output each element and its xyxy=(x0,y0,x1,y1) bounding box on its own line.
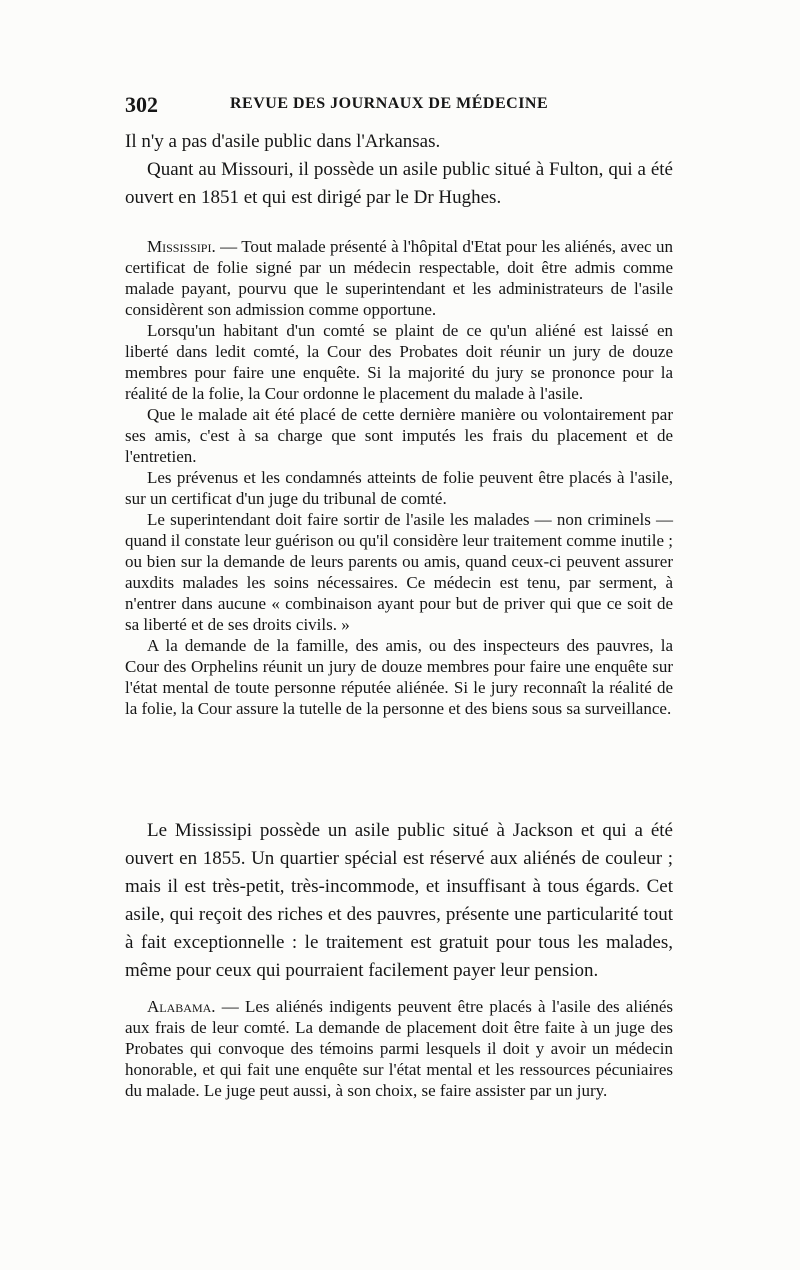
page-header xyxy=(125,92,685,120)
missouri-paragraph: Quant au Missouri, il possède un asile public situé à Fulton, qui a été ouvert en 1851 et qui est dirigé par le Dr Hughes. xyxy=(125,159,673,208)
alabama-section xyxy=(125,996,673,1101)
alabama-heading: Alabama. xyxy=(147,997,216,1016)
mississippi-paragraph-6: A la demande de la famille, des amis, ou des inspecteurs des pauvres, la Cour des Orphelins réunit un jury de douze membres pour faire une enquête sur l'état mental de toute personne réputée aliénée. Si le jury reconnaît la réalité de la folie, la Cour assure la tutelle de la personne et des biens sous sa surveillance. xyxy=(125,636,673,718)
page-number: 302 xyxy=(125,92,158,117)
mississippi-paragraph-1: Mississipi. — Tout malade présenté à l'hôpital d'Etat pour les aliénés, avec un certificat de folie signé par un médecin respectable, doit être admis comme malade payant, pourvu que le superintendant et les administrateurs de l'asile considèrent son admission comme opportune. xyxy=(125,237,673,319)
alabama-paragraph: Alabama. — Les aliénés indigents peuvent être placés à l'asile des aliénés aux frais de leur comté. La demande de placement doit être faite à un juge des Probates qui convoque des témoins parmi lesquels il doit y avoir un médecin honorable, et qui fait une enquête sur l'état mental et les ressources pécuniaires du malade. Le juge peut aussi, à son choix, se faire assister par un jury. xyxy=(125,997,674,1100)
mississippi-heading: Mississipi. xyxy=(147,237,216,256)
mississippi-paragraph-5: Le superintendant doit faire sortir de l'asile les malades — non criminels — quand il constate leur guérison ou qu'il considère leur traitement comme inutile ; ou bien sur la demande de leurs parents ou amis, quand ceux-ci peuvent assurer auxdits malades les soins nécessaires. Ce médecin est tenu, par serment, à n'entrer dans aucune « combinaison ayant pour but de priver qui que ce soit de sa liberté et de ses droits civils. » xyxy=(125,510,673,634)
arkansas-paragraph: Il n'y a pas d'asile public dans l'Arkansas. xyxy=(125,131,441,152)
mississippi-asylum-paragraph: Le Mississipi possède un asile public situé à Jackson et qui a été ouvert en 1855. Un quartier spécial est réservé aux aliénés de couleur ; mais il est très-petit, très-incommode, et insuffisant à tous égards. Cet asile, qui reçoit des riches et des pauvres, présente une particularité tout à fait exceptionnelle : le traitement est gratuit pour tous les malades, même pour ceux qui pourraient facilement payer leur pension. xyxy=(125,820,673,981)
mississippi-paragraph-2: Lorsqu'un habitant d'un comté se plaint de ce qu'un aliéné est laissé en liberté dans ledit comté, la Cour des Probates doit réunir un jury de douze membres pour faire une enquête. Si la majorité du jury se prononce pour la réalité de la folie, la Cour ordonne le placement du malade à l'asile. xyxy=(125,321,673,403)
running-head: REVUE DES JOURNAUX DE MÉDECINE xyxy=(230,95,549,112)
arkansas-missouri-section xyxy=(125,128,673,212)
mississippi-paragraph-3: Que le malade ait été placé de cette dernière manière ou volontairement par ses amis, c'est à sa charge que sont imputés les frais du placement et de l'entretien. xyxy=(125,405,673,466)
mississippi-asylum-section xyxy=(125,817,673,985)
mississippi-law-section xyxy=(125,236,673,719)
mississippi-paragraph-4: Les prévenus et les condamnés atteints de folie peuvent être placés à l'asile, sur un certificat d'un juge du tribunal de comté. xyxy=(125,468,673,508)
